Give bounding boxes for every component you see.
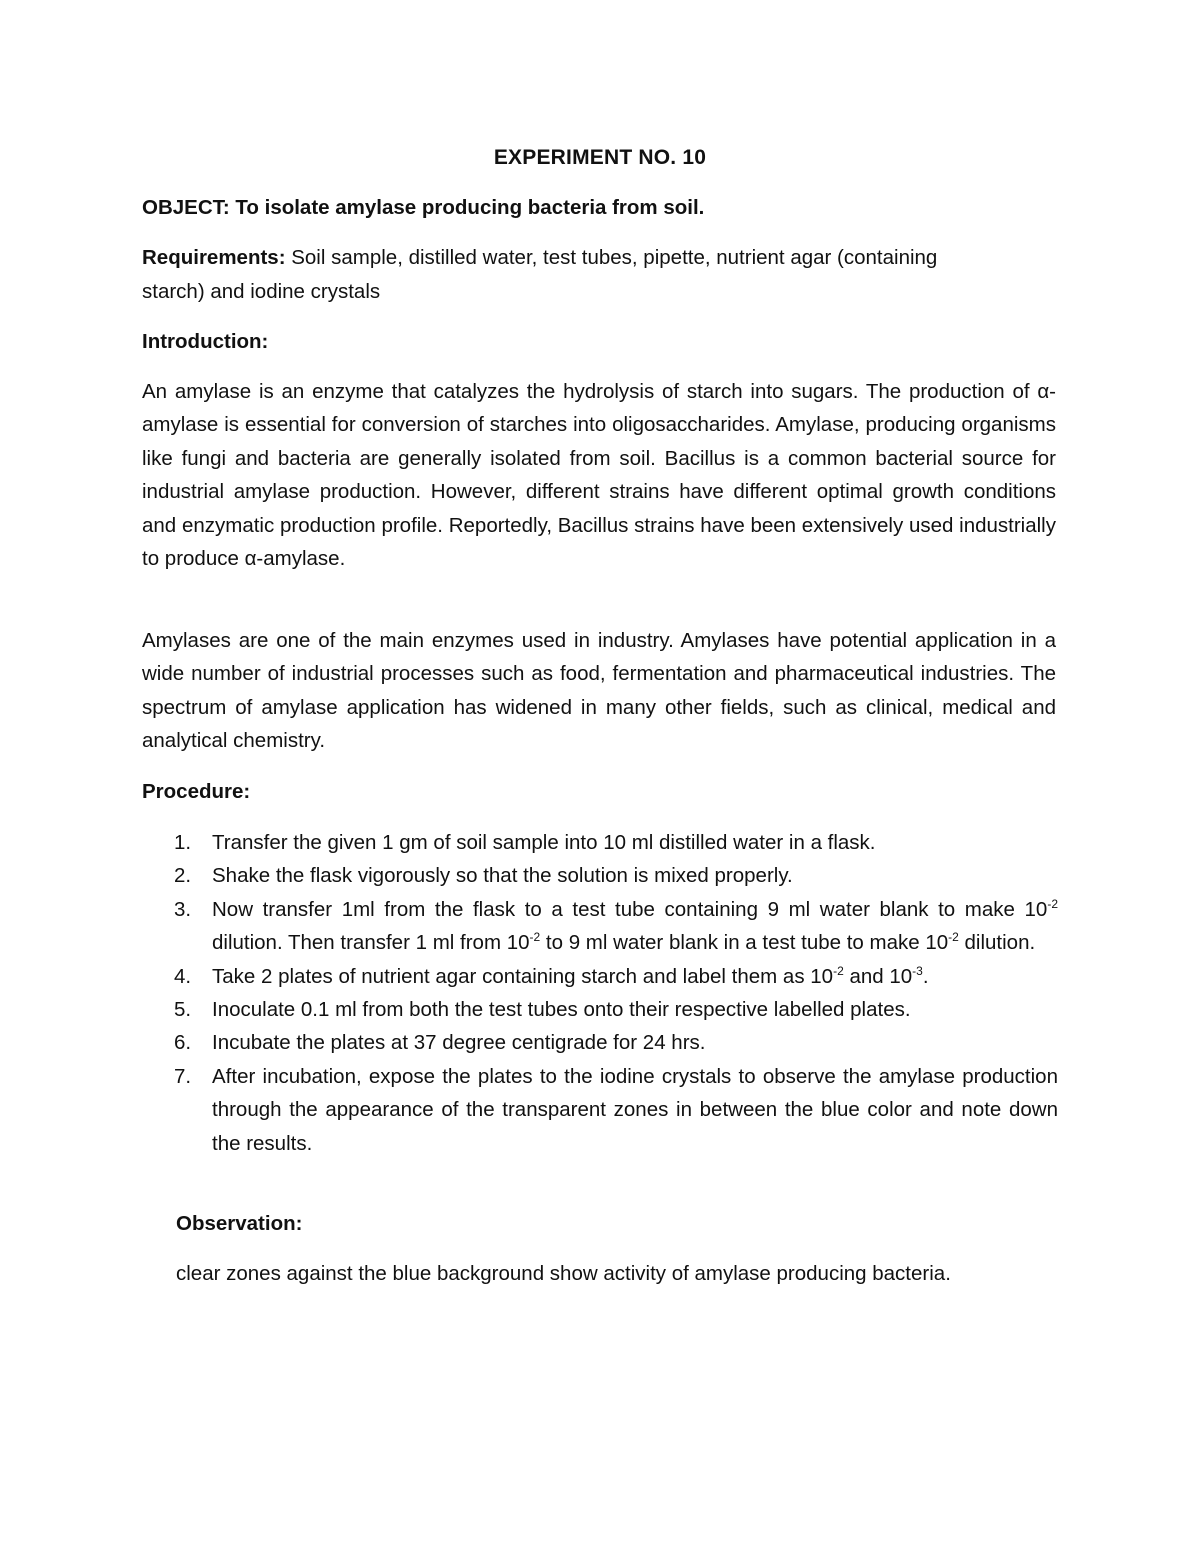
requirements-line-2: starch) and iodine crystals [142, 280, 381, 303]
requirements-label: Requirements: [142, 246, 286, 269]
step-text: Now transfer 1ml from the flask to a test tube containing 9 ml water blank to make $10^{-2}$ dilution. Then transfer 1 ml from $10^{-2}$ to 9 ml water blank in a test tube to make $10^{-2}$ dilution. [212, 896, 1058, 955]
requirements-text-1: Soil sample, distilled water, test tubes, pipette, nutrient agar (containing [285, 246, 938, 269]
superscript: -2 [948, 930, 959, 945]
superscript: -3 [912, 963, 923, 978]
procedure-step [142, 1026, 1058, 1059]
procedure-step [142, 893, 1058, 960]
procedure-steps [142, 826, 1058, 1160]
procedure-step [142, 859, 1058, 892]
observation-text: clear zones against the blue background show activity of amylase producing bacteria. [176, 1262, 951, 1285]
observation-heading: Observation: [176, 1212, 303, 1235]
step-number: 1. [174, 831, 192, 854]
page-title: EXPERIMENT NO. 10 [493, 146, 707, 169]
step-text: After incubation, expose the plates to the iodine crystals to observe the amylase production through the appearance of the transparent zones in between the blue color and note down the results. [212, 1064, 1058, 1155]
step-text: Inoculate 0.1 ml from both the test tubes onto their respective labelled plates. [212, 998, 911, 1022]
step-number: 6. [174, 1031, 192, 1055]
step-number: 4. [174, 964, 192, 988]
requirements-line [142, 246, 937, 270]
step-text: Take 2 plates of nutrient agar containing starch and label them as $10^{-2}$ and $10^{-3}$. [212, 963, 929, 988]
step-text: Transfer the given 1 gm of soil sample into 10 ml distilled water in a flask. [212, 831, 876, 854]
step-number: 7. [174, 1064, 192, 1088]
introduction-paragraph-1: An amylase is an enzyme that catalyzes the hydrolysis of starch into sugars. The production of α-amylase is essential for conversion of starches into oligosaccharides. Amylase, producing organisms like fungi and bacteria are generally isolated from soil. Bacillus is a common bacterial source for industrial amylase production. However, different strains have different optimal growth conditions and enzymatic production profile. Reportedly, Bacillus strains have been extensively used industrially to produce α-amylase. [142, 380, 1056, 571]
superscript: -2 [1047, 896, 1058, 911]
object-line: OBJECT: To isolate amylase producing bacteria from soil. [142, 196, 705, 219]
step-text: Shake the flask vigorously so that the solution is mixed properly. [212, 864, 793, 888]
procedure-heading: Procedure: [142, 780, 251, 803]
introduction-heading: Introduction: [142, 330, 269, 353]
step-number: 3. [174, 897, 192, 921]
step-number: 5. [174, 998, 192, 1022]
procedure-step [142, 960, 1058, 993]
step-text: Incubate the plates at 37 degree centigrade for 24 hrs. [212, 1031, 706, 1055]
procedure-step [142, 826, 1058, 859]
superscript: -2 [833, 963, 844, 978]
procedure-step [142, 1060, 1058, 1160]
procedure-step [142, 993, 1058, 1026]
step-number: 2. [174, 864, 192, 888]
superscript: -2 [529, 930, 541, 945]
introduction-paragraph-2: Amylases are one of the main enzymes used in industry. Amylases have potential application in a wide number of industrial processes such as food, fermentation and pharmaceutical industries. The spectrum of amylase application has widened in many other fields, such as clinical, medical and analytical chemistry. [142, 629, 1056, 753]
